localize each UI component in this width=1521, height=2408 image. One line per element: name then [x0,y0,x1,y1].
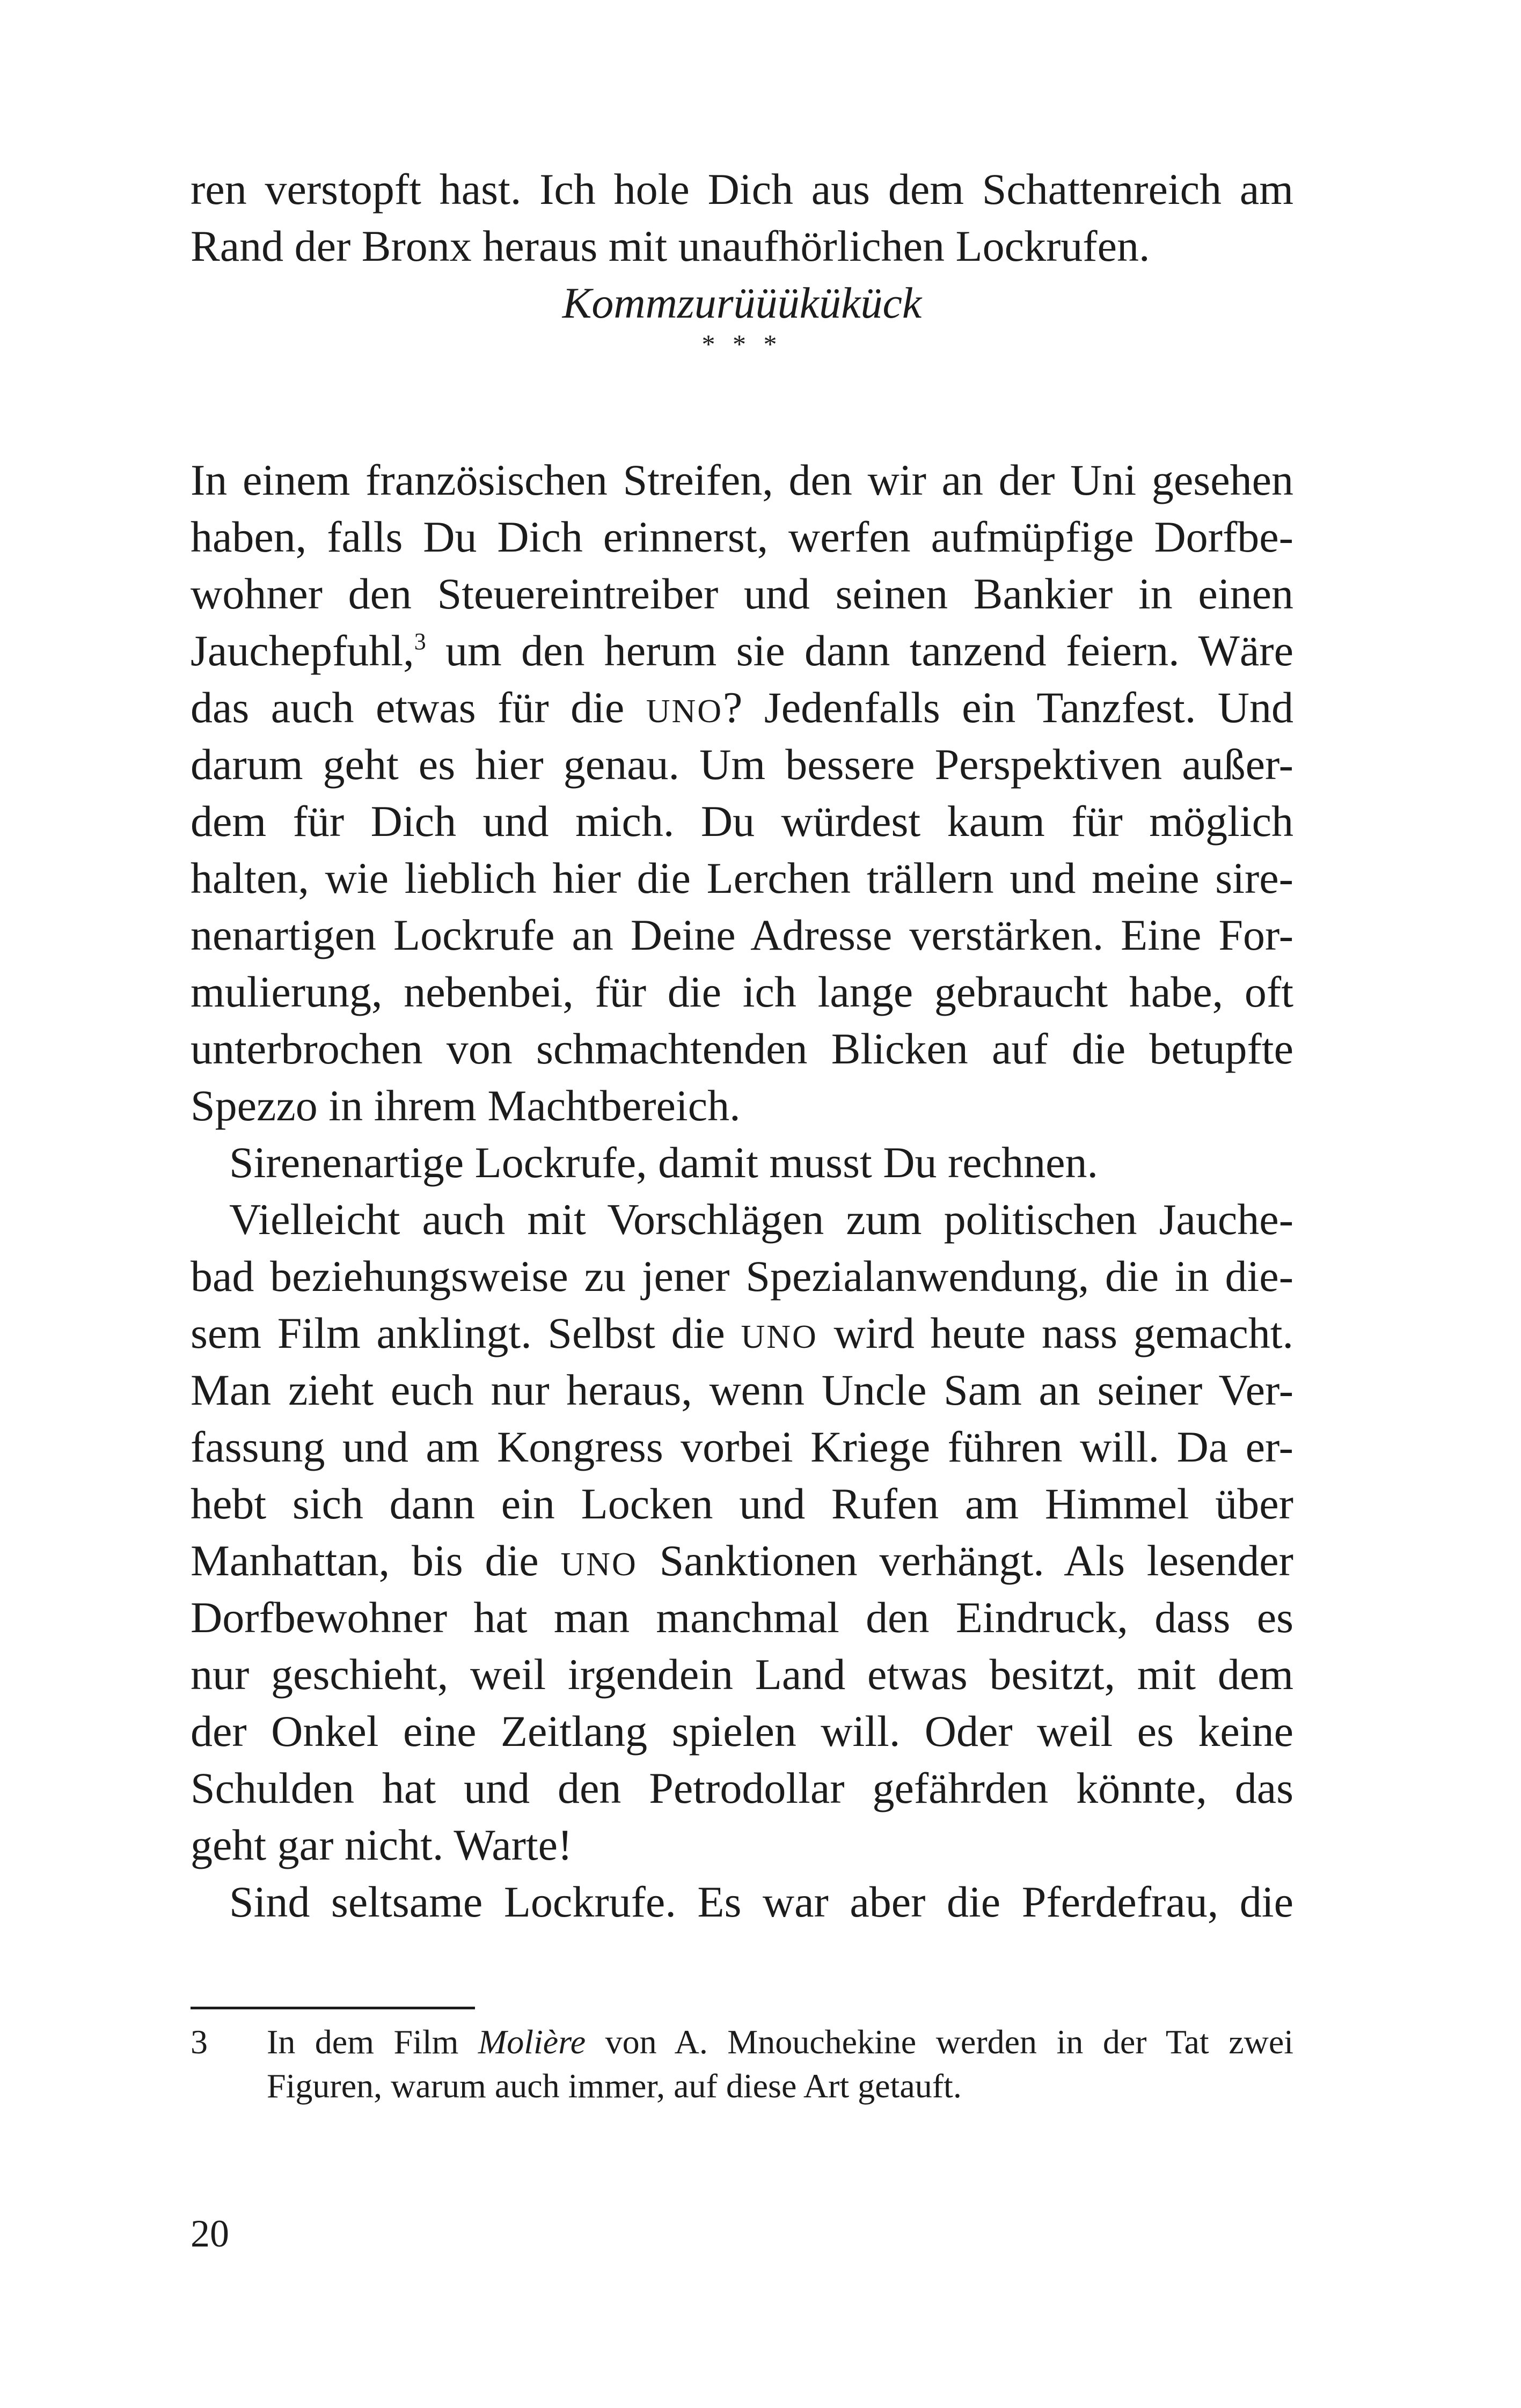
small-caps-uno: UNO [646,693,723,730]
text-line: nenartigen Lockrufe an Deine Adresse verstärken. Eine For- [191,911,1293,959]
footnote-rule [191,2007,475,2009]
text-line: In einem französischen Streifen, den wir an der Uni gesehen [191,456,1293,504]
text-line: geht gar nicht. Warte! [191,1820,573,1869]
footnote-line: Figuren, warum auch immer, auf diese Art getauft. [267,2067,962,2105]
paragraph-2: Sirenenartige Lockrufe, damit musst Du rechnen. [229,1138,1098,1187]
text-line: Dorfbewohner hat man manchmal den Eindruck, dass es [191,1593,1293,1642]
text-line: dem für Dich und mich. Du würdest kaum für möglich [191,797,1293,846]
text-line: der Onkel eine Zeitlang spielen will. Oder weil es keine [191,1707,1293,1756]
footnote-line: In dem Film Molière von A. Mnouchekine werden in der Tat zwei [267,2023,1294,2061]
text-line: Rand der Bronx heraus mit unaufhörlichen Lockrufen. [191,222,1150,270]
lockruf-call: Kommzurüüükükück [562,278,922,327]
text-line: Schulden hat und den Petrodollar gefährden könnte, das [191,1764,1293,1812]
text-line: unterbrochen von schmachtenden Blicken auf die betupfte [191,1024,1293,1073]
page-number: 20 [191,2212,229,2255]
footnote-reference: 3 [414,628,426,655]
text-line: sem Film anklingt. Selbst die UNO wird heute nass gemacht. [191,1309,1293,1357]
paragraph-1 [191,452,1293,1134]
page-body [191,161,1293,1930]
small-caps-uno: UNO [741,1319,818,1355]
text-line: mulierung, nebenbei, für die ich lange gebraucht habe, oft [191,967,1293,1016]
footnote-number: 3 [191,2023,208,2061]
text-line: halten, wie lieblich hier die Lerchen trällern und meine sire- [191,854,1293,902]
text-line: fassung und am Kongress vorbei Kriege führen will. Da er- [191,1422,1293,1471]
text-line: Jauchepfuhl,$^3$ um den herum sie dann tanzend feiern. Wäre [191,626,1293,675]
text-line: darum geht es hier genau. Um bessere Perspektiven außer- [191,740,1293,789]
text-line: Spezzo in ihrem Machtbereich. [191,1081,741,1130]
text-line: haben, falls Du Dich erinnerst, werfen aufmüpfige Dorfbe- [191,512,1293,561]
small-caps-uno: UNO [560,1546,638,1583]
paragraph-4: Sind seltsame Lockrufe. Es war aber die Pferdefrau, die [229,1877,1293,1926]
paragraph-3 [191,1191,1293,1874]
text-line: Vielleicht auch mit Vorschlägen zum politischen Jauche- [229,1195,1293,1244]
text-line: nur geschieht, weil irgendein Land etwas besitzt, mit dem [191,1650,1293,1699]
footnote-text [267,2020,1293,2108]
section-break: * * * [701,329,783,359]
text-line: ren verstopft hast. Ich hole Dich aus dem Schattenreich am [191,165,1293,214]
section-gap [191,369,1293,452]
text-line: Man zieht euch nur heraus, wenn Uncle Sam an seiner Ver- [191,1365,1293,1414]
text-line: Manhattan, bis die UNO Sanktionen verhängt. Als lesender [191,1536,1293,1585]
text-line: hebt sich dann ein Locken und Rufen am Himmel über [191,1479,1293,1528]
text-line: das auch etwas für die UNO? Jedenfalls ein Tanzfest. Und [191,683,1293,732]
text-line: wohner den Steuereintreiber und seinen Bankier in einen [191,569,1293,618]
film-title: Molière [478,2023,586,2061]
text-line: bad beziehungsweise zu jener Spezialanwendung, die in die- [191,1252,1293,1301]
